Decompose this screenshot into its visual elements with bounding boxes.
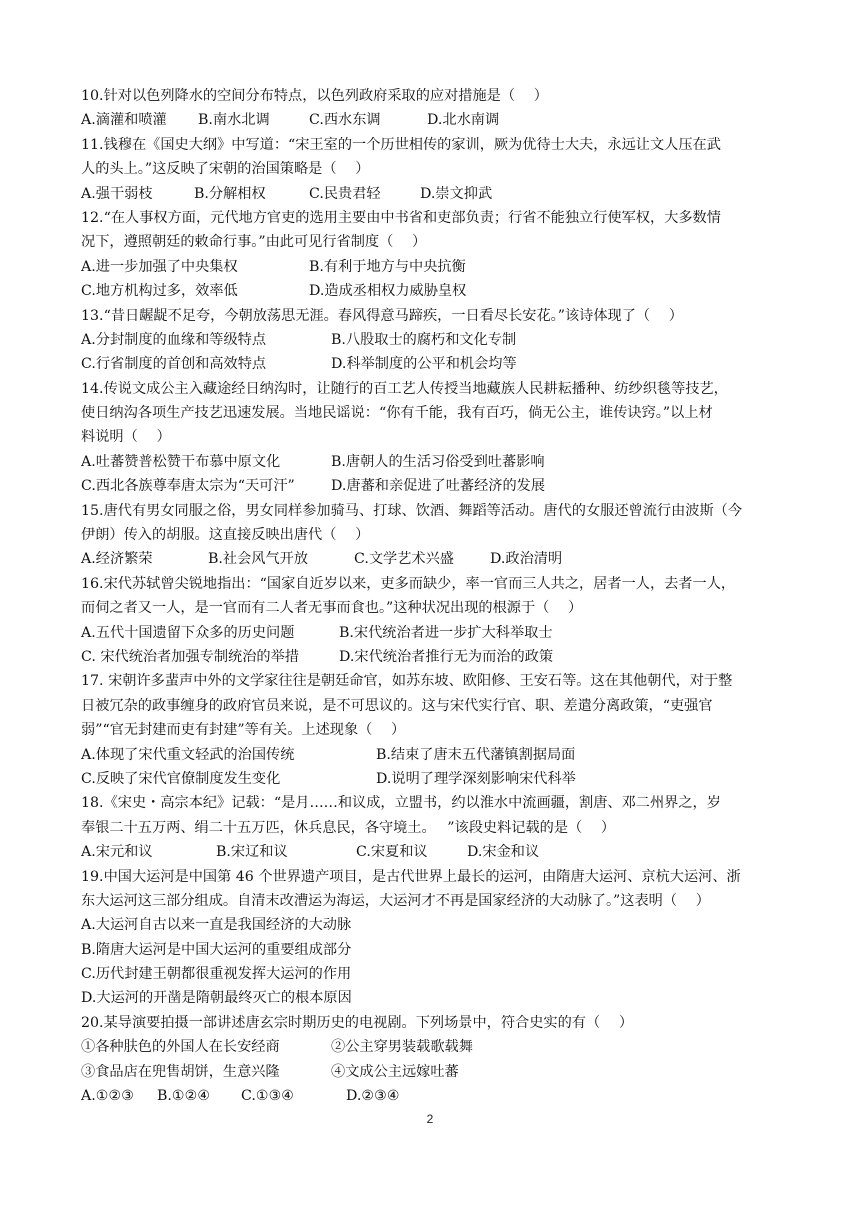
question-17 [81, 669, 781, 791]
question-stem-line: 人的头上。”这反映了宋朝的治国策略是（ ） [81, 161, 370, 178]
answer-option[interactable]: ②公主穿男装载歌载舞 [331, 1039, 473, 1056]
answer-option[interactable]: D.宋金和议 [467, 844, 540, 861]
answer-option[interactable]: ③食品店在兜售胡饼，生意兴隆 [81, 1063, 280, 1080]
question-stem-line: 20.某导演要拍摄一部讲述唐玄宗时期历史的电视剧。下列场景中，符合史实的有（ ） [81, 1014, 634, 1031]
option-row [81, 1084, 781, 1108]
option-row [81, 328, 781, 352]
answer-option[interactable]: B.南水北调 [198, 112, 270, 129]
question-19 [81, 865, 781, 1011]
answer-option[interactable]: D.政治清明 [490, 551, 563, 568]
answer-option[interactable]: B.宋代统治者进一步扩大科举取士 [339, 624, 553, 641]
answer-option[interactable]: C.西北各族尊奉唐太宗为“天可汗” [81, 478, 295, 495]
question-13 [81, 304, 781, 377]
answer-option[interactable]: B.隋唐大运河是中国大运河的重要组成部分 [81, 941, 352, 958]
option-row [81, 547, 781, 571]
question-stem-line: 使日纳沟各项生产技艺迅速发展。当地民谣说：“你有千能，我有百巧，倘无公主，谁传诀窍。”以上材 [81, 405, 713, 422]
answer-option[interactable]: D.北水南调 [427, 112, 500, 129]
option-row [81, 182, 781, 206]
question-stem-line: 15.唐代有男女同服之俗，男女同样参加骑马、打球、饮酒、舞蹈等活动。唐代的女服还曾流行由波斯（今 [81, 502, 743, 519]
answer-option[interactable]: B.唐朝人的生活习俗受到吐蕃影响 [331, 453, 545, 470]
question-stem-line: 东大运河这三部分组成。自清末改漕运为海运，大运河才不再是国家经济的大动脉了。”这表明（ ） [81, 892, 710, 909]
answer-option[interactable]: D.造成丞相权力威胁皇权 [309, 283, 467, 300]
question-stem-line: 19.中国大运河是中国第 46 个世界遗产项目，是古代世界上最长的运河，由隋唐大运河、京杭大运河、浙 [81, 868, 741, 885]
question-stem-line: 11.钱穆在《国史大纲》中写道：“宋王室的一个历世相传的家训，厥为优待士大夫，永远让文人压在武 [81, 136, 721, 153]
answer-option[interactable]: D.②③④ [346, 1088, 400, 1105]
answer-option[interactable]: D.说明了理学深刻影响宋代科举 [376, 770, 576, 787]
question-stem-line: 16.宋代苏轼曾尖锐地指出：“国家自近岁以来，吏多而缺少，率一官而三人共之，居者一人，去者一人， [81, 575, 736, 592]
answer-option[interactable]: ①各种肤色的外国人在长安经商 [81, 1039, 280, 1056]
question-stem-line: 13.“昔日龌龊不足夸，今朝放荡思无涯。春风得意马蹄疾，一日看尽长安花。”该诗体现了（ ） [81, 307, 683, 324]
question-stem-line: 况下，遵照朝廷的敕命行事。”由此可见行省制度（ ） [81, 234, 427, 251]
option-row [81, 913, 781, 937]
question-stem-line: 17. 宋朝许多蜚声中外的文学家往往是朝廷命官，如苏东坡、欧阳修、王安石等。这在其他朝代，对于整 [81, 673, 733, 690]
answer-option[interactable]: D.宋代统治者推行无为而治的政策 [339, 648, 554, 665]
option-row [81, 474, 781, 498]
option-row [81, 645, 781, 669]
option-row [81, 962, 781, 986]
answer-option[interactable]: D.科举制度的公平和机会均等 [331, 356, 517, 373]
question-list [81, 84, 781, 1108]
answer-option[interactable]: B.八股取士的腐朽和文化专制 [331, 331, 517, 348]
option-row [81, 767, 781, 791]
option-row [81, 1035, 781, 1059]
answer-option[interactable]: B.结束了唐末五代藩镇割据局面 [376, 746, 576, 763]
answer-option[interactable]: B.宋辽和议 [216, 844, 288, 861]
answer-option[interactable]: C. 宋代统治者加强专制统治的举措 [81, 648, 299, 665]
answer-option[interactable]: A.宋元和议 [81, 844, 153, 861]
answer-option[interactable]: C.地方机构过多，效率低 [81, 283, 238, 300]
answer-option[interactable]: A.经济繁荣 [81, 551, 153, 568]
answer-option[interactable]: B.社会风气开放 [208, 551, 309, 568]
answer-option[interactable]: A.滴灌和喷灌 [81, 112, 167, 129]
answer-option[interactable]: B.分解相权 [194, 185, 266, 202]
answer-option[interactable]: C.西水东调 [309, 112, 381, 129]
question-16 [81, 572, 781, 670]
answer-option[interactable]: C.民贵君轻 [309, 185, 381, 202]
question-18 [81, 791, 781, 864]
answer-option[interactable]: ④文成公主远嫁吐蕃 [331, 1063, 459, 1080]
option-row [81, 621, 781, 645]
question-10 [81, 84, 781, 133]
question-stem-line: 而伺之者又一人，是一官而有二人者无事而食也。”这种状况出现的根源于（ ） [81, 600, 583, 617]
option-row [81, 1060, 781, 1084]
question-stem-line: 14.传说文成公主入藏途经日纳沟时，让随行的百工艺人传授当地藏族人民耕耘播种、纺纱织毯等技艺， [81, 380, 728, 397]
question-11 [81, 133, 781, 206]
question-12 [81, 206, 781, 304]
option-row [81, 938, 781, 962]
answer-option[interactable]: C.①③④ [241, 1088, 295, 1105]
answer-option[interactable]: C.行省制度的首创和高效特点 [81, 356, 267, 373]
question-stem-line: 12.“在人事权方面，元代地方官吏的选用主要由中书省和吏部负责；行省不能独立行使军权，大多数情 [81, 209, 721, 226]
option-row [81, 743, 781, 767]
option-row [81, 108, 781, 132]
answer-option[interactable]: A.进一步加强了中央集权 [81, 258, 238, 275]
answer-option[interactable]: A.①②③ [81, 1088, 134, 1105]
option-row [81, 279, 781, 303]
answer-option[interactable]: C.宋夏和议 [356, 844, 428, 861]
question-stem-line: 弱”“官无封建而吏有封建”等有关。上述现象（ ） [81, 722, 406, 739]
option-row [81, 255, 781, 279]
answer-option[interactable]: B.①②④ [157, 1088, 211, 1105]
question-15 [81, 499, 781, 572]
question-stem-line: 10.针对以色列降水的空间分布特点，以色列政府采取的应对措施是（ ） [81, 88, 548, 104]
answer-option[interactable]: B.有利于地方与中央抗衡 [309, 258, 466, 275]
answer-option[interactable]: A.分封制度的血缘和等级特点 [81, 331, 267, 348]
option-row [81, 450, 781, 474]
question-20 [81, 1011, 781, 1109]
answer-option[interactable]: A.五代十国遗留下众多的历史问题 [81, 624, 295, 641]
answer-option[interactable]: D.崇文抑武 [420, 185, 493, 202]
answer-option[interactable]: C.历代封建王朝都很重视发挥大运河的作用 [81, 966, 352, 983]
answer-option[interactable]: A.体现了宋代重文轻武的治国传统 [81, 746, 295, 763]
question-stem-line: 18.《宋史・高宗本纪》记载：“是月……和议成，立盟书，约以淮水中流画疆，割唐、邓二州界之，岁 [81, 795, 721, 812]
answer-option[interactable]: A.强干弱枝 [81, 185, 153, 202]
option-row [81, 986, 781, 1010]
question-stem-line: 奉银二十五万两、绢二十五万匹，休兵息民，各守境土。 ”该段史料记载的是（ ） [81, 819, 616, 836]
answer-option[interactable]: C.反映了宋代官僚制度发生变化 [81, 770, 281, 787]
answer-option[interactable]: A.大运河自古以来一直是我国经济的大动脉 [81, 917, 352, 934]
answer-option[interactable]: C.文学艺术兴盛 [354, 551, 454, 568]
question-14 [81, 377, 781, 499]
question-stem-line: 伊朗）传入的胡服。这直接反映出唐代（ ） [81, 527, 370, 544]
option-row [81, 840, 781, 864]
answer-option[interactable]: D.唐蕃和亲促进了吐蕃经济的发展 [331, 478, 546, 495]
question-stem-line: 料说明（ ） [81, 429, 171, 446]
page-number: 2 [426, 1112, 434, 1126]
answer-option[interactable]: A.吐蕃赞普松赞干布慕中原文化 [81, 453, 281, 470]
option-row [81, 352, 781, 376]
answer-option[interactable]: D.大运河的开凿是隋朝最终灭亡的根本原因 [81, 990, 352, 1007]
question-stem-line: 日被冗杂的政事缠身的政府官员来说，是不可思议的。这与宋代实行官、职、差遣分离政策，“吏强官 [81, 697, 713, 714]
